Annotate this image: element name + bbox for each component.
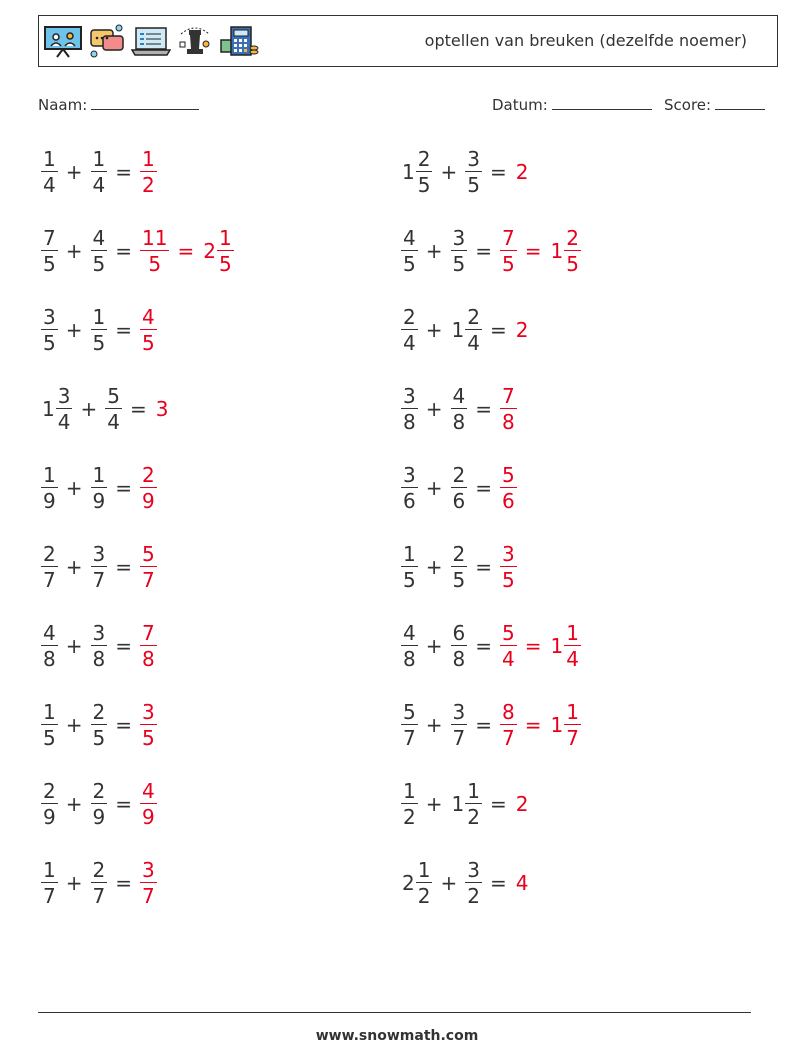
addend-b-numerator: 1 — [92, 305, 106, 329]
addend-a-denominator: 4 — [43, 173, 56, 197]
answer — [137, 860, 160, 906]
problem-item — [38, 774, 160, 834]
answer-whole: 2 — [515, 318, 529, 342]
equals-sign: = — [115, 555, 132, 579]
addend-a-whole: 1 — [42, 397, 55, 421]
answer-whole: 1 — [550, 239, 564, 263]
addend-b-denominator: 4 — [467, 331, 480, 355]
answer-fraction — [217, 228, 234, 274]
plus-sign: + — [425, 713, 443, 737]
answer-denominator: 4 — [566, 647, 579, 671]
answer-fraction — [500, 623, 517, 669]
addend-b-denominator: 5 — [452, 568, 466, 592]
addend-b-numerator: 3 — [467, 858, 480, 882]
answer-numerator: 1 — [142, 147, 155, 171]
addend-b-denominator: 2 — [467, 884, 480, 908]
addend-b-denominator: 2 — [467, 805, 480, 829]
answer — [137, 465, 160, 511]
plus-sign: + — [65, 713, 83, 737]
addend-a-fraction — [401, 386, 418, 432]
answer — [512, 318, 527, 342]
answer-fraction — [564, 702, 581, 748]
addend-b-numerator: 1 — [92, 147, 106, 171]
answer-numerator: 4 — [142, 779, 155, 803]
problem-item — [38, 379, 169, 439]
answer-numerator: 2 — [142, 463, 155, 487]
answer-numerator: 1 — [566, 621, 579, 645]
addend-a-fraction — [41, 149, 58, 195]
addend-b-fraction — [451, 386, 468, 432]
answer — [497, 623, 584, 669]
addend-b-numerator: 1 — [92, 463, 106, 487]
addend-a-denominator: 7 — [403, 726, 416, 750]
addend-b-denominator: 4 — [92, 173, 106, 197]
plus-sign: + — [425, 476, 443, 500]
addend-a-numerator: 1 — [43, 147, 56, 171]
addend-b-numerator: 3 — [92, 542, 106, 566]
answer-numerator: 3 — [142, 700, 155, 724]
answer-equals-sign: = — [524, 239, 542, 263]
addend-b-denominator: 5 — [452, 252, 466, 276]
addend-b-fraction — [91, 149, 108, 195]
addend-a-fraction — [41, 465, 58, 511]
problem-item — [398, 221, 584, 281]
plus-sign: + — [65, 476, 83, 500]
addend-b-fraction — [91, 228, 108, 274]
answer-fraction — [140, 702, 157, 748]
addend-a-numerator: 1 — [417, 858, 431, 882]
answer-numerator: 5 — [142, 542, 155, 566]
answer-numerator: 5 — [502, 463, 515, 487]
addend-a-numerator: 4 — [43, 621, 56, 645]
addend-b-denominator: 7 — [452, 726, 466, 750]
plus-sign: + — [425, 555, 443, 579]
addend-a-fraction — [41, 860, 58, 906]
equals-sign: = — [115, 634, 132, 658]
answer-denominator: 5 — [566, 252, 579, 276]
addend-a-whole: 2 — [402, 871, 415, 895]
answer-denominator: 2 — [142, 173, 155, 197]
plus-sign: + — [425, 397, 443, 421]
addend-a-fraction — [41, 544, 58, 590]
problem-item — [38, 458, 160, 518]
addend-a-fraction — [41, 702, 58, 748]
footer-divider — [38, 1012, 751, 1013]
equals-sign: = — [115, 239, 132, 263]
answer-equals-sign: = — [524, 713, 542, 737]
problem-item — [38, 695, 160, 755]
addend-a-denominator: 5 — [417, 173, 431, 197]
addend-b-denominator: 7 — [92, 568, 106, 592]
answer-denominator: 5 — [218, 252, 232, 276]
date-field — [492, 95, 652, 114]
answer-denominator: 5 — [142, 726, 155, 750]
addend-b-denominator: 7 — [92, 884, 106, 908]
answer-denominator: 8 — [502, 410, 515, 434]
equals-sign: = — [115, 871, 132, 895]
header-icons — [43, 24, 259, 58]
answer-numerator: 3 — [142, 858, 155, 882]
answer — [137, 228, 237, 274]
answer — [497, 386, 520, 432]
addend-a-fraction — [416, 149, 433, 195]
addend-b-denominator: 6 — [452, 489, 466, 513]
addend-b-denominator: 5 — [92, 331, 106, 355]
answer-numerator: 7 — [502, 226, 515, 250]
addend-a-denominator: 2 — [403, 805, 416, 829]
date-blank[interactable] — [552, 95, 652, 110]
addend-b-numerator: 4 — [92, 226, 106, 250]
answer-fraction — [140, 860, 157, 906]
addend-a-fraction — [401, 623, 418, 669]
answer — [137, 781, 160, 827]
addend-b-fraction — [451, 623, 468, 669]
addend-a-numerator: 2 — [403, 305, 416, 329]
answer-numerator: 4 — [142, 305, 155, 329]
answer-fraction — [500, 386, 517, 432]
addend-a-denominator: 5 — [43, 252, 56, 276]
answer-denominator: 7 — [566, 726, 579, 750]
equals-sign: = — [115, 792, 132, 816]
addend-a-denominator: 9 — [43, 489, 56, 513]
addend-b-fraction — [465, 860, 482, 906]
addend-a-denominator: 5 — [403, 252, 416, 276]
addend-b-denominator: 8 — [452, 410, 466, 434]
chess-rook-icon — [177, 24, 213, 58]
addend-b-fraction — [91, 781, 108, 827]
problem-item — [38, 300, 160, 360]
date-label: Datum: — [492, 96, 548, 114]
addend-a-numerator: 1 — [403, 542, 416, 566]
answer-equals-sign: = — [177, 239, 195, 263]
addend-b-fraction — [465, 781, 482, 827]
equals-sign: = — [489, 792, 507, 816]
answer-fraction — [500, 228, 517, 274]
problem-item — [398, 379, 520, 439]
addend-a-numerator: 1 — [43, 858, 56, 882]
plus-sign: + — [425, 634, 443, 658]
addend-a-numerator: 1 — [43, 463, 56, 487]
answer-numerator: 3 — [502, 542, 515, 566]
plus-sign: + — [425, 318, 443, 342]
footer-url: www.snowmath.com — [315, 1028, 479, 1044]
answer-fraction — [140, 149, 157, 195]
answer-numerator: 5 — [502, 621, 515, 645]
addend-a-numerator: 7 — [43, 226, 56, 250]
answer-denominator: 5 — [502, 568, 515, 592]
answer-denominator: 5 — [502, 252, 515, 276]
answer-fraction — [140, 465, 157, 511]
answer-fraction — [564, 228, 581, 274]
plus-sign: + — [65, 555, 83, 579]
answer — [497, 702, 584, 748]
answer-fraction — [140, 228, 169, 274]
name-label: Naam: — [38, 96, 88, 114]
answer-numerator: 11 — [142, 226, 168, 250]
plus-sign: + — [65, 871, 83, 895]
answer-whole: 2 — [515, 160, 529, 184]
plus-sign: + — [440, 871, 458, 895]
addend-b-denominator: 4 — [107, 410, 120, 434]
equals-sign: = — [475, 713, 492, 737]
plus-sign: + — [440, 160, 458, 184]
answer-numerator: 1 — [566, 700, 579, 724]
addend-a-denominator: 4 — [57, 410, 71, 434]
addend-b-fraction — [451, 702, 468, 748]
answer — [497, 228, 584, 274]
answer-denominator: 9 — [142, 805, 155, 829]
addend-a-numerator: 3 — [43, 305, 56, 329]
addend-b-denominator: 5 — [92, 252, 106, 276]
problem-item — [398, 458, 520, 518]
answer-numerator: 1 — [218, 226, 232, 250]
addend-b-denominator: 8 — [92, 647, 106, 671]
answer-numerator: 7 — [502, 384, 515, 408]
addend-a-fraction — [401, 228, 418, 274]
problem-item — [398, 695, 584, 755]
addend-b-numerator: 3 — [452, 700, 466, 724]
addend-b-numerator: 3 — [467, 147, 480, 171]
answer-numerator: 7 — [142, 621, 155, 645]
name-blank[interactable] — [91, 95, 199, 110]
addend-a-denominator: 8 — [43, 647, 56, 671]
addend-b-numerator: 1 — [467, 779, 480, 803]
plus-sign: + — [425, 239, 443, 263]
answer-fraction — [140, 623, 157, 669]
addend-a-denominator: 6 — [403, 489, 416, 513]
addend-a-fraction — [41, 781, 58, 827]
addend-a-fraction — [41, 623, 58, 669]
addend-a-denominator: 5 — [403, 568, 416, 592]
answer — [497, 465, 520, 511]
addend-a-numerator: 4 — [403, 621, 416, 645]
addend-b-numerator: 4 — [452, 384, 466, 408]
answer-denominator: 5 — [148, 252, 162, 276]
addend-a-numerator: 2 — [43, 542, 56, 566]
addend-a-numerator: 5 — [403, 700, 416, 724]
addend-a-denominator: 7 — [43, 568, 56, 592]
addend-a-numerator: 1 — [403, 779, 416, 803]
answer-fraction — [500, 544, 517, 590]
addend-b-numerator: 2 — [92, 779, 106, 803]
addend-a-denominator: 2 — [417, 884, 431, 908]
plus-sign: + — [65, 634, 83, 658]
answer — [152, 397, 167, 421]
laptop-checklist-icon — [131, 24, 171, 58]
answer — [137, 307, 160, 353]
addend-a-fraction — [401, 702, 418, 748]
answer — [137, 544, 160, 590]
answer-fraction — [140, 307, 157, 353]
addend-b-whole: 1 — [451, 318, 465, 342]
addend-b-fraction — [91, 702, 108, 748]
addend-b-numerator: 2 — [452, 463, 466, 487]
addend-b-numerator: 3 — [452, 226, 466, 250]
problem-item — [398, 300, 529, 360]
equals-sign: = — [115, 713, 132, 737]
addend-b-fraction — [465, 307, 482, 353]
problem-item — [38, 853, 160, 913]
problem-item — [38, 221, 237, 281]
answer-fraction — [140, 781, 157, 827]
addend-b-fraction — [91, 860, 108, 906]
addend-a-numerator: 3 — [57, 384, 71, 408]
presentation-board-icon — [43, 24, 83, 58]
addend-b-fraction — [451, 544, 468, 590]
addend-a-fraction — [401, 544, 418, 590]
answer-denominator: 9 — [142, 489, 155, 513]
addend-b-numerator: 3 — [92, 621, 106, 645]
answer-denominator: 4 — [502, 647, 515, 671]
addend-b-numerator: 2 — [452, 542, 466, 566]
addend-b-fraction — [91, 307, 108, 353]
addend-b-numerator: 5 — [107, 384, 120, 408]
addend-a-numerator: 4 — [403, 226, 416, 250]
answer — [137, 623, 160, 669]
problem-item — [398, 537, 520, 597]
addend-b-denominator: 5 — [467, 173, 480, 197]
answer-denominator: 7 — [142, 884, 155, 908]
addend-b-fraction — [91, 623, 108, 669]
addend-b-denominator: 5 — [92, 726, 106, 750]
addend-a-denominator: 5 — [43, 726, 56, 750]
answer-fraction — [500, 702, 517, 748]
addend-b-fraction — [451, 465, 468, 511]
addend-a-fraction — [401, 465, 418, 511]
answer-fraction — [564, 623, 581, 669]
addend-a-numerator: 1 — [43, 700, 56, 724]
equals-sign: = — [489, 318, 507, 342]
addend-b-denominator: 9 — [92, 489, 106, 513]
plus-sign: + — [425, 792, 443, 816]
addend-a-whole: 1 — [402, 160, 415, 184]
equals-sign: = — [115, 476, 132, 500]
answer — [497, 544, 520, 590]
addend-a-fraction — [416, 860, 433, 906]
problem-item — [38, 142, 160, 202]
addend-b-whole: 1 — [451, 792, 465, 816]
addend-a-fraction — [401, 781, 418, 827]
answer-numerator: 2 — [566, 226, 579, 250]
addend-b-numerator: 2 — [92, 858, 106, 882]
addend-b-denominator: 9 — [92, 805, 106, 829]
addend-a-denominator: 9 — [43, 805, 56, 829]
answer-denominator: 7 — [142, 568, 155, 592]
worksheet-header — [38, 15, 778, 67]
addend-b-numerator: 2 — [467, 305, 480, 329]
equals-sign: = — [115, 318, 132, 342]
addend-a-denominator: 4 — [403, 331, 416, 355]
answer-equals-sign: = — [524, 634, 542, 658]
addend-b-fraction — [91, 544, 108, 590]
addend-b-fraction — [465, 149, 482, 195]
answer-whole: 3 — [155, 397, 169, 421]
answer — [137, 702, 160, 748]
equals-sign: = — [475, 634, 492, 658]
problem-item — [398, 853, 529, 913]
answer — [137, 149, 160, 195]
answer — [512, 160, 527, 184]
addend-a-denominator: 5 — [43, 331, 56, 355]
answer-denominator: 5 — [142, 331, 155, 355]
answer-denominator: 6 — [502, 489, 515, 513]
answer-whole: 1 — [550, 713, 564, 737]
addend-b-denominator: 8 — [452, 647, 466, 671]
addend-b-fraction — [91, 465, 108, 511]
addend-a-numerator: 3 — [403, 463, 416, 487]
answer-whole: 2 — [515, 792, 529, 816]
answer-whole: 4 — [515, 871, 529, 895]
equals-sign: = — [489, 871, 507, 895]
plus-sign: + — [65, 318, 83, 342]
answer — [512, 871, 527, 895]
problem-item — [398, 774, 529, 834]
answer-denominator: 7 — [502, 726, 515, 750]
equals-sign: = — [489, 160, 507, 184]
addend-a-fraction — [56, 386, 73, 432]
equals-sign: = — [129, 397, 147, 421]
plus-sign: + — [65, 239, 83, 263]
addend-b-numerator: 6 — [452, 621, 466, 645]
addend-a-fraction — [41, 228, 58, 274]
equals-sign: = — [475, 555, 492, 579]
equals-sign: = — [115, 160, 132, 184]
answer-whole: 1 — [550, 634, 564, 658]
addend-a-denominator: 8 — [403, 410, 416, 434]
score-field — [664, 95, 765, 114]
name-field — [38, 95, 199, 114]
addend-a-numerator: 2 — [43, 779, 56, 803]
addend-a-fraction — [41, 307, 58, 353]
chat-bubbles-icon — [89, 24, 125, 58]
answer-whole: 2 — [203, 239, 216, 263]
worksheet-title: optellen van breuken (dezelfde noemer) — [424, 31, 747, 50]
answer-denominator: 8 — [142, 647, 155, 671]
addend-b-fraction — [105, 386, 122, 432]
equals-sign: = — [475, 239, 492, 263]
addend-b-fraction — [451, 228, 468, 274]
answer-fraction — [500, 465, 517, 511]
addend-a-fraction — [401, 307, 418, 353]
score-blank[interactable] — [715, 95, 765, 110]
answer-fraction — [140, 544, 157, 590]
plus-sign: + — [65, 160, 83, 184]
addend-a-denominator: 7 — [43, 884, 56, 908]
equals-sign: = — [475, 397, 492, 421]
answer — [512, 792, 527, 816]
plus-sign: + — [65, 792, 83, 816]
addend-a-numerator: 3 — [403, 384, 416, 408]
addend-b-numerator: 2 — [92, 700, 106, 724]
addend-a-numerator: 2 — [417, 147, 431, 171]
problem-item — [38, 537, 160, 597]
calculator-money-icon — [219, 24, 259, 58]
problem-item — [398, 142, 529, 202]
problem-item — [398, 616, 584, 676]
problem-item — [38, 616, 160, 676]
equals-sign: = — [475, 476, 492, 500]
addend-a-denominator: 8 — [403, 647, 416, 671]
answer-numerator: 8 — [502, 700, 515, 724]
score-label: Score: — [664, 96, 712, 114]
plus-sign: + — [80, 397, 98, 421]
